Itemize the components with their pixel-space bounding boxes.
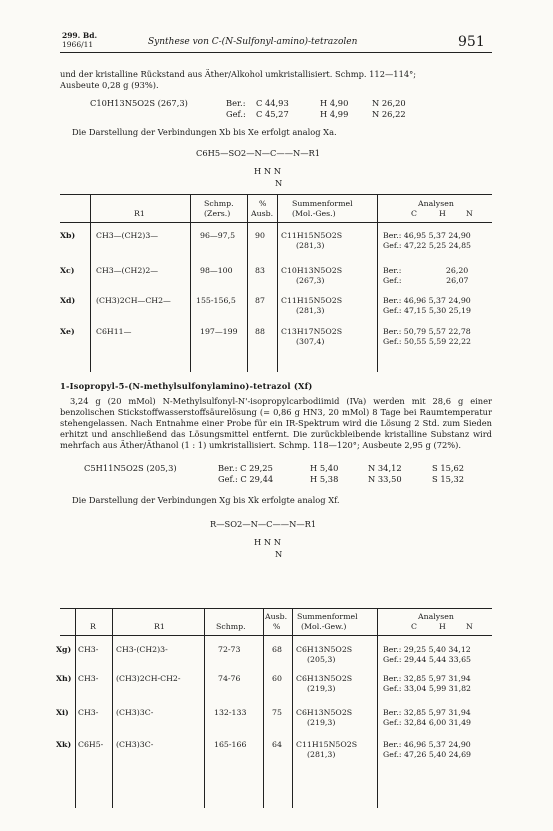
t2-header-pct: % (273, 622, 281, 631)
xf-gef-n: N 33,50 (368, 474, 402, 484)
t1-header-c: C (411, 209, 417, 218)
table-cell-schmp: 74-76 (218, 674, 241, 683)
t2-header-analysen: Analysen (418, 612, 454, 621)
table-cell-ber: Ber.: 29,25 5,40 34,12 (383, 645, 471, 654)
table-cell-mol: (281,3) (296, 306, 325, 315)
table-cell-mol: (307,4) (296, 337, 325, 346)
t2-header-summen: Summenformel (297, 612, 358, 621)
table-cell-ausb: 83 (255, 266, 265, 275)
structure-1-top: C6H5—SO2—N—C——N—R1 (196, 148, 321, 158)
t2-header-r1: R1 (154, 622, 165, 631)
table-cell-r1: C6H11— (96, 327, 132, 336)
xf-ber-n: N 34,12 (368, 463, 402, 473)
table-cell-gef: Gef.: 50,55 5,59 22,22 (383, 337, 471, 346)
table-cell-mol: (281,3) (296, 241, 325, 250)
table-row-id: Xh) (56, 674, 72, 683)
xa-ber-n: N 26,20 (372, 98, 406, 108)
table-cell-r: C6H5- (78, 740, 104, 749)
t1-header-molges: (Mol.-Ges.) (292, 209, 336, 218)
table-cell-mol: (219,3) (307, 718, 336, 727)
xa-ber-c: C 44,93 (256, 98, 289, 108)
xa-gef-n: N 26,22 (372, 109, 406, 119)
table-cell-schmp: 197—199 (200, 327, 238, 336)
table-cell-formula: C6H13N5O2S (296, 645, 353, 654)
structure-1-mid: H N N (254, 166, 282, 176)
table-row-id: Xc) (60, 266, 75, 275)
table-row-id: Xg) (56, 645, 72, 654)
table-cell-r: CH3- (78, 674, 99, 683)
analog-text-1: Die Darstellung der Verbindungen Xb bis Xe erfolgt analog Xa. (72, 127, 337, 137)
table-row-id: Xb) (60, 231, 76, 240)
table-row-id: Xk) (56, 740, 72, 749)
t2-header-r: R (90, 622, 96, 631)
structure-2-top: R—SO2—N—C——N—R1 (210, 519, 317, 529)
table-cell-ausb: 90 (255, 231, 265, 240)
table-cell-gef: Gef.: 29,44 5,44 33,65 (383, 655, 471, 664)
t2-header-h: H (439, 622, 446, 631)
t2-header-schmp: Schmp. (216, 622, 246, 631)
xf-gef-s: S 15,32 (432, 474, 465, 484)
journal-year: 1966/11 (62, 40, 94, 49)
table-cell-formula: C11H15N5O2S (281, 231, 343, 240)
table-cell-ber: Ber.: 32,85 5,97 31,94 (383, 674, 471, 683)
table-cell-ausb: 88 (255, 327, 265, 336)
t2-header-c: C (411, 622, 417, 631)
table-cell-gef: Gef.: 26,07 (383, 276, 469, 285)
table-cell-mol: (267,3) (296, 276, 325, 285)
structure-1-bottom: N (275, 178, 283, 188)
table-cell-schmp: 132-133 (214, 708, 247, 717)
xa-gef-c: C 45,27 (256, 109, 289, 119)
table-cell-ber: Ber.: 32,85 5,97 31,94 (383, 708, 471, 717)
xa-ber-label: Ber.: (226, 98, 246, 108)
t1-header-ausb: Ausb. (251, 209, 274, 218)
table-cell-gef: Gef.: 33,04 5,99 31,82 (383, 684, 471, 693)
xf-ber-s: S 15,62 (432, 463, 465, 473)
table-cell-ausb: 68 (272, 645, 282, 654)
table-cell-r1: (CH3)3C- (116, 740, 154, 749)
xa-ber-h: H 4,90 (320, 98, 349, 108)
t1-header-summen: Summenformel (292, 199, 353, 208)
table-cell-ausb: 64 (272, 740, 282, 749)
table-cell-r1: CH3-(CH2)3- (116, 645, 168, 654)
xa-formula: C10H13N5O2S (267,3) (90, 98, 188, 108)
table-cell-ber: Ber.: 26,20 (383, 266, 469, 275)
section-title: 1-Isopropyl-5-(N-methylsulfonylamino)-tetrazol (Xf) (60, 381, 313, 391)
t2-header-ausb: Ausb. (265, 612, 288, 621)
table-cell-ber: Ber.: 50,79 5,57 22,78 (383, 327, 471, 336)
table-cell-formula: C11H15N5O2S (296, 740, 358, 749)
xa-gef-h: H 4,99 (320, 109, 349, 119)
table-cell-schmp: 96—97,5 (200, 231, 236, 240)
analog-text-2: Die Darstellung der Verbindungen Xg bis Xk erfolgte analog Xf. (72, 495, 340, 505)
table-cell-formula: C10H13N5O2S (281, 266, 343, 275)
journal-volume: 299. Bd. (62, 31, 98, 40)
table-cell-mol: (205,3) (307, 655, 336, 664)
structure-2-mid: H N N (254, 537, 282, 547)
table-cell-r: CH3- (78, 645, 99, 654)
xf-ber-c: Ber.: C 29,25 (218, 463, 273, 473)
t1-header-schmp: Schmp. (204, 199, 234, 208)
t1-header-r1: R1 (134, 209, 145, 218)
table-cell-schmp: 165-166 (214, 740, 247, 749)
xa-gef-label: Gef.: (226, 109, 246, 119)
page-number: 951 (458, 34, 485, 50)
table-cell-ber: Ber.: 46,96 5,37 24,90 (383, 296, 471, 305)
table-cell-formula: C11H15N5O2S (281, 296, 343, 305)
xf-formula: C5H11N5O2S (205,3) (84, 463, 177, 473)
xf-gef-c: Gef.: C 29,44 (218, 474, 274, 484)
table-row-id: Xe) (60, 327, 75, 336)
table-cell-ausb: 75 (272, 708, 282, 717)
table-cell-gef: Gef.: 47,22 5,25 24,85 (383, 241, 471, 250)
table-cell-r1: (CH3)2CH—CH2— (96, 296, 171, 305)
t1-header-h: H (439, 209, 446, 218)
table-cell-schmp: 155-156,5 (196, 296, 236, 305)
table-cell-ausb: 87 (255, 296, 265, 305)
table-cell-formula: C6H13N5O2S (296, 708, 353, 717)
table-cell-ber: Ber.: 46,96 5,37 24,90 (383, 740, 471, 749)
table-cell-r1: (CH3)3C- (116, 708, 154, 717)
structure-2-bottom: N (275, 549, 283, 559)
t1-header-zers: (Zers.) (204, 209, 231, 218)
xf-ber-h: H 5,40 (310, 463, 339, 473)
section-paragraph: 3,24 g (20 mMol) N-Methylsulfonyl-N'-isopropylcarbodiimid (IVa) werden mit 28,6 g einer benzolischen Stickstoffwasserstoffsäurelösung (= 0,86 g HN3, 20 mMol) 8 Tage bei Raumtemperatur stehengelassen. Nach Entnahme einer Probe für ein IR-Spektrum wird die Lösung 2 Std. zum Sieden erhitzt und anschließend das Lösungsmittel entfernt. Die zurückbleibende kristalline Substanz wird mehrfach aus Äther/Äthanol (1 : 1) umkristallisiert. Schmp. 118—120°; Ausbeute 2,95 g (72%). (60, 396, 492, 450)
t2-header-n: N (466, 622, 473, 631)
table-cell-schmp: 72-73 (218, 645, 241, 654)
table-cell-formula: C6H13N5O2S (296, 674, 353, 683)
table-cell-r1: (CH3)2CH-CH2- (116, 674, 181, 683)
table-cell-r1: CH3—(CH2)3— (96, 231, 159, 240)
header-rule (60, 52, 492, 53)
table-cell-gef: Gef.: 47,26 5,40 24,69 (383, 750, 471, 759)
table-cell-r: CH3- (78, 708, 99, 717)
table-cell-schmp: 98—100 (200, 266, 233, 275)
intro-line-1: und der kristalline Rückstand aus Äther/Alkohol umkristallisiert. Schmp. 112—114°; (60, 69, 417, 79)
t2-header-molgew: (Mol.-Gew.) (301, 622, 347, 631)
table-row-id: Xi) (56, 708, 69, 717)
table-cell-r1: CH3—(CH2)2— (96, 266, 159, 275)
xf-gef-h: H 5,38 (310, 474, 339, 484)
t1-header-n: N (466, 209, 473, 218)
table-cell-ber: Ber.: 46,95 5,37 24,90 (383, 231, 471, 240)
t1-header-pct: % (259, 199, 267, 208)
table-cell-gef: Gef.: 32,84 6,00 31,49 (383, 718, 471, 727)
table-cell-gef: Gef.: 47,15 5,30 25,19 (383, 306, 471, 315)
table-cell-ausb: 60 (272, 674, 282, 683)
running-title: Synthese von C-(N-Sulfonyl-amino)-tetrazolen (148, 37, 358, 47)
table-cell-mol: (281,3) (307, 750, 336, 759)
table-row-id: Xd) (60, 296, 76, 305)
t1-header-analysen: Analysen (418, 199, 454, 208)
table-cell-mol: (219,3) (307, 684, 336, 693)
table-cell-formula: C13H17N5O2S (281, 327, 343, 336)
intro-line-2: Ausbeute 0,28 g (93%). (60, 80, 159, 90)
